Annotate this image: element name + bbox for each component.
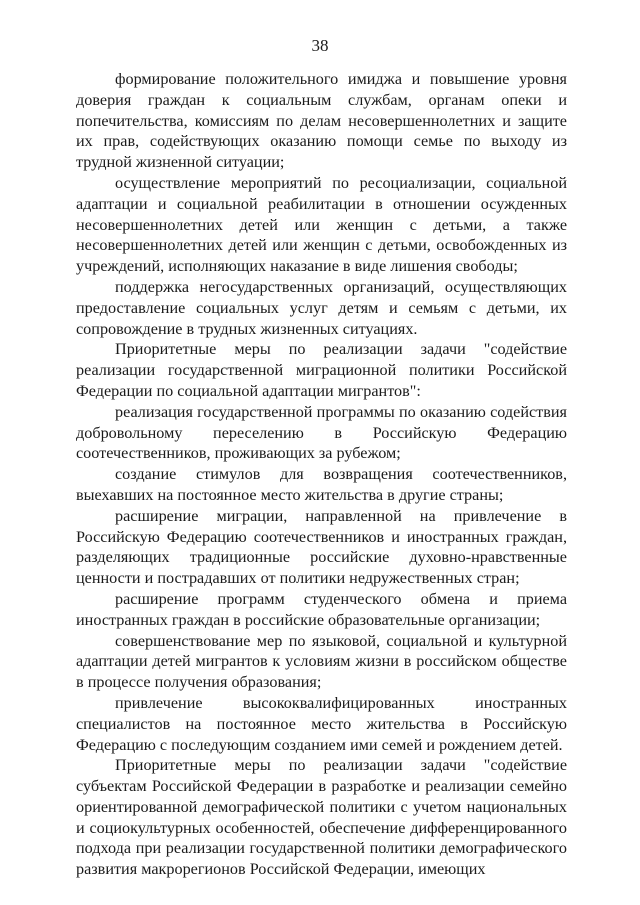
page-number: 38	[311, 36, 329, 55]
paragraph-resocialization: осуществление мероприятий по ресоциализации, социальной адаптации и социальной реабилитации в отношении осужденных несовершеннолетних детей или женщин с детьми, а также несовершеннолетних детей или женщин с детьми, освобожденных из учреждений, исполняющих наказание в виде лишения свободы;	[76, 173, 567, 276]
paragraph-return-incentives: создание стимулов для возвращения соотечественников, выехавших на постоянное место жительства в другие страны;	[76, 465, 567, 504]
paragraph-student-exchange: расширение программ студенческого обмена и приема иностранных граждан в российские образовательные организации;	[76, 589, 567, 629]
paragraph-child-adaptation: совершенствование мер по языковой, социальной и культурной адаптации детей мигрантов к условиям жизни в российском обществе в процессе получения образования;	[76, 631, 567, 692]
paragraph-ngo-support: поддержка негосударственных организаций, осуществляющих предоставление социальных услуг детям и семьям с детьми, их сопровождение в трудных жизненных ситуациях.	[76, 277, 567, 338]
document-body	[76, 69, 567, 880]
paragraph-migration-priorities: Приоритетные меры по реализации задачи "содействие реализации государственной миграционной политики Российской Федерации по социальной адаптации мигрантов":	[76, 340, 567, 400]
paragraph-regional-priorities: Приоритетные меры по реализации задачи "содействие субъектам Российской Федерации в разработке и реализации семейно ориентированной демографической политики с учетом национальных и социокультурных особенностей, обеспечение дифференцированного подхода при реализации государственной политики демографического развития макрорегионов Российской Федерации, имеющих	[76, 756, 567, 879]
paragraph-specialists: привлечение высококвалифицированных иностранных специалистов на постоянное место жительства в Российскую Федерацию с последующим созданием ими семей и рождением детей.	[76, 693, 567, 754]
paragraph-image-trust: формирование положительного имиджа и повышение уровня доверия граждан к социальным службам, органам опеки и попечительства, комиссиям по делам несовершеннолетних и защите их прав, содействующих оказанию помощи семье по выходу из трудной жизненной ситуации;	[76, 70, 567, 172]
paragraph-resettlement-program: реализация государственной программы по оказанию содействия добровольному переселению в Российскую Федерацию соотечественников, проживающих за рубежом;	[76, 402, 567, 463]
paragraph-migration-expansion: расширение миграции, направленной на привлечение в Российскую Федерацию соотечественников и иностранных граждан, разделяющих традиционные российские духовно-нравственные ценности и пострадавших от политики недружественных стран;	[76, 506, 567, 588]
